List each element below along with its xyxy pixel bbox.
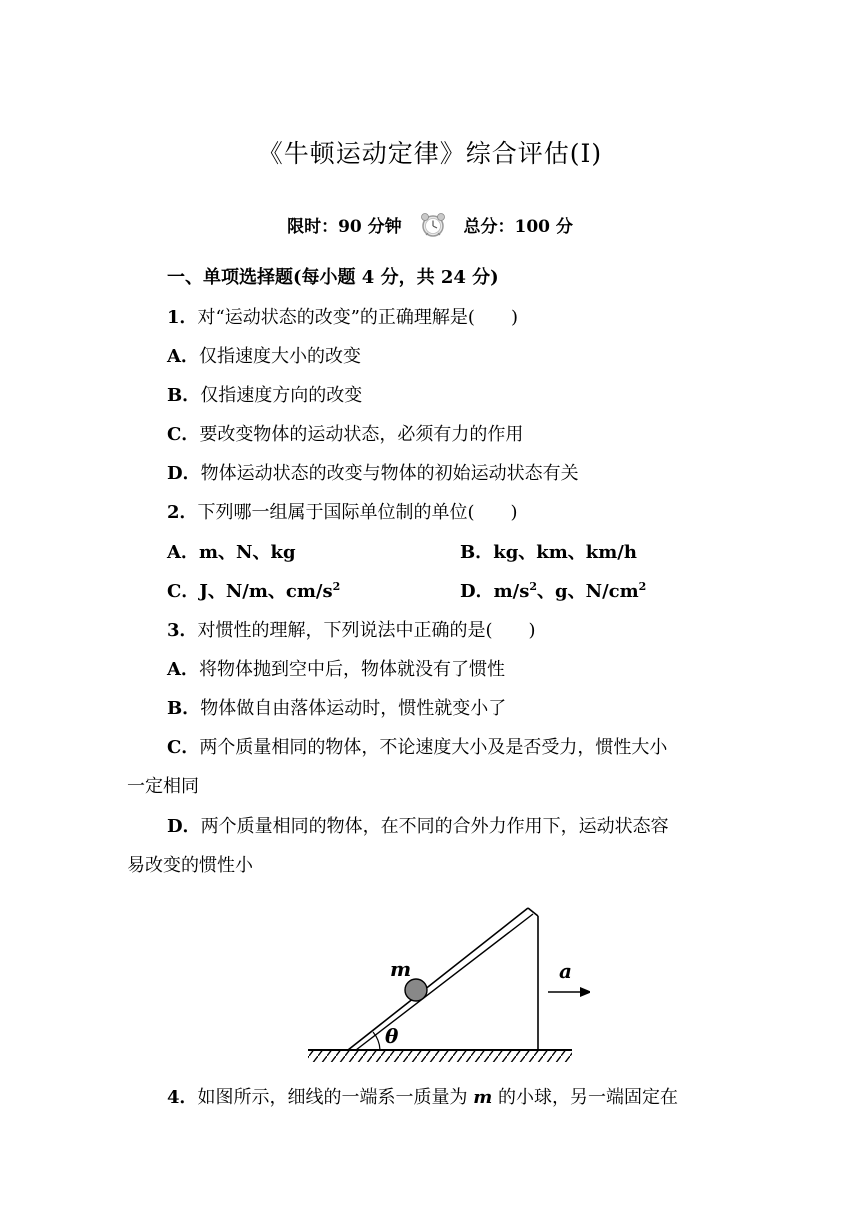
arrow-head — [580, 987, 590, 997]
question-stem: 对惯性的理解，下列说法中正确的是( ) — [197, 620, 536, 641]
section-heading: 一、单项选择题(每小题 4 分，共 24 分) — [167, 267, 499, 288]
q3-option-d — [167, 815, 669, 839]
option-key: A． — [167, 542, 199, 563]
question-stem: 下列哪一组属于国际单位制的单位( ) — [197, 502, 518, 523]
time-limit: 限时：90 分钟 — [287, 217, 402, 237]
variable-m: m — [473, 1087, 493, 1108]
option-key: B． — [167, 698, 201, 719]
incline-figure — [300, 900, 590, 1074]
option-text: 要改变物体的运动状态，必须有力的作用 — [199, 424, 524, 445]
angle-label: θ — [385, 1024, 399, 1048]
question-stem-continued: 的小球，另一端固定在 — [492, 1087, 679, 1108]
option-key: D． — [460, 581, 494, 602]
q2-option-d — [460, 580, 646, 604]
option-key: A． — [167, 346, 199, 367]
option-text: m、N、kg — [198, 542, 296, 563]
question-number: 2． — [167, 502, 198, 523]
alarm-clock-icon — [418, 212, 448, 243]
question-stem: 如图所示，细线的一端系一质量为 — [197, 1087, 474, 1108]
q3-option-c — [167, 736, 667, 760]
option-text: 、g、N/cm — [537, 581, 639, 602]
question-2 — [167, 501, 518, 525]
question-stem: 对“运动状态的改变”的正确理解是( ) — [197, 307, 518, 328]
option-key: C． — [167, 581, 200, 602]
ball — [405, 979, 427, 1001]
q1-option-c — [167, 423, 523, 447]
option-text: 仅指速度大小的改变 — [198, 346, 361, 367]
incline-surface-inner — [356, 914, 533, 1050]
q2-option-b — [460, 541, 637, 565]
option-text: J、N/m、cm/s — [199, 581, 333, 602]
superscript: 2 — [529, 580, 538, 593]
question-1 — [167, 306, 518, 330]
page-title: 《牛顿运动定律》综合评估(Ⅰ) — [257, 139, 603, 168]
question-number: 3． — [167, 620, 198, 641]
question-number: 1． — [167, 307, 198, 328]
option-key: C． — [167, 737, 200, 758]
option-text: 将物体抛到空中后，物体就没有了惯性 — [198, 659, 505, 680]
incline-diagram — [300, 900, 590, 1070]
q3-option-d-continued: 易改变的惯性小 — [127, 855, 253, 876]
q2-option-c — [167, 580, 340, 604]
option-text: 物体做自由落体运动时，惯性就变小了 — [200, 698, 507, 719]
q1-option-a — [167, 345, 361, 369]
option-key: A． — [167, 659, 199, 680]
incline-surface — [348, 908, 528, 1050]
option-key: D． — [167, 463, 201, 484]
option-text: m/s — [493, 581, 530, 602]
q1-option-d — [167, 462, 579, 486]
q3-option-b — [167, 697, 506, 721]
question-4 — [167, 1086, 678, 1110]
option-text: 两个质量相同的物体，不论速度大小及是否受力，惯性大小 — [199, 737, 668, 758]
option-key: D． — [167, 816, 201, 837]
superscript: 2 — [638, 580, 647, 593]
option-text: 物体运动状态的改变与物体的初始运动状态有关 — [200, 463, 579, 484]
option-key: B． — [460, 542, 494, 563]
question-number: 4． — [167, 1087, 198, 1108]
option-key: C． — [167, 424, 200, 445]
option-key: B． — [167, 385, 201, 406]
acceleration-label: a — [559, 959, 572, 983]
total-score: 总分：100 分 — [463, 217, 573, 237]
option-text: 仅指速度方向的改变 — [200, 385, 363, 406]
q2-option-a — [167, 541, 296, 565]
superscript: 2 — [332, 580, 341, 593]
question-3 — [167, 619, 536, 643]
mass-label: m — [390, 957, 412, 981]
q3-option-c-continued: 一定相同 — [127, 776, 199, 797]
q1-option-b — [167, 384, 362, 408]
option-text: kg、km、km/h — [493, 542, 637, 563]
exam-meta — [0, 212, 860, 243]
q3-option-a — [167, 658, 505, 682]
ground-hatch — [308, 1051, 572, 1062]
option-text: 两个质量相同的物体，在不同的合外力作用下，运动状态容 — [200, 816, 669, 837]
